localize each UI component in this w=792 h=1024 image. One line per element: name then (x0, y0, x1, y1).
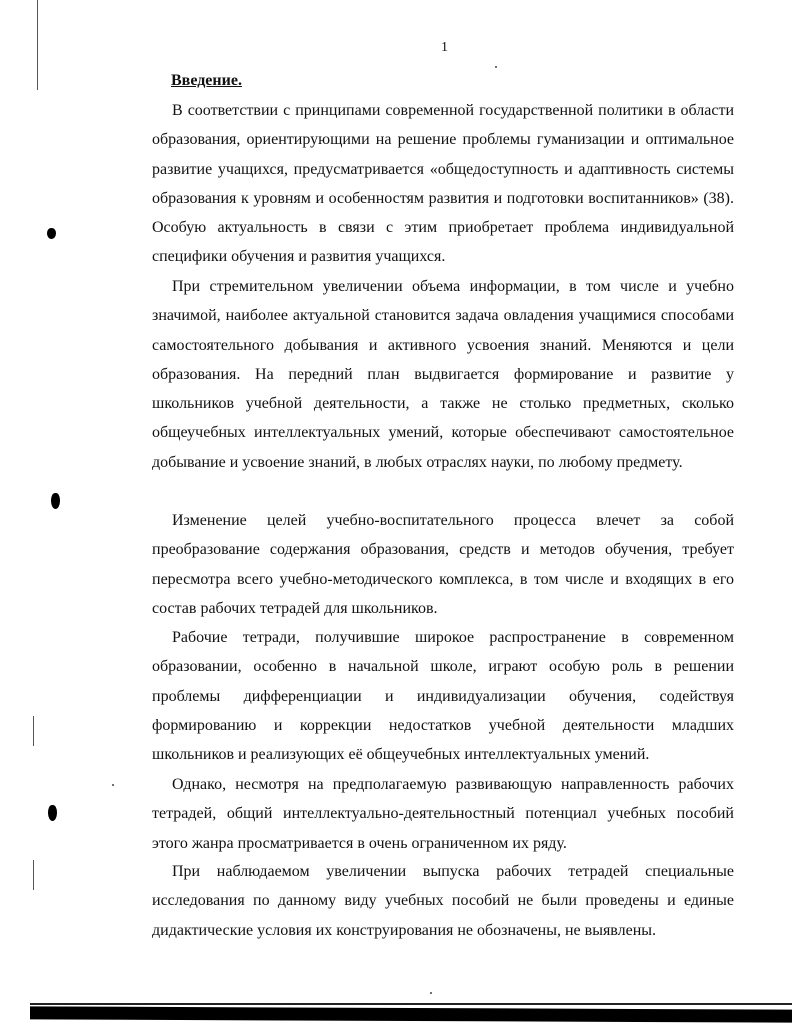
section-heading: Введение. (171, 72, 242, 89)
paragraph-1: В соответствии с принципами современной государственной политики в области образования, ориентирующими на решение проблемы гуманизации и оптимальное развитие учащихся, предусматривается «общедоступность и адаптивность системы образования к уровням и особенностям развития и подготовки воспитанников» (38). Особую актуальность в связи с этим приобретает проблема индивидуальной специфики обучения и развития учащихся. (152, 102, 734, 266)
scan-edge-line-lower (33, 860, 34, 890)
scan-speck (430, 992, 432, 994)
scan-bottom-edge-bar (30, 1006, 792, 1022)
scan-edge-line-middle (33, 716, 34, 746)
paragraph-6: При наблюдаемом увеличении выпуска рабочих тетрадей специальные исследования по данному виду учебных пособий не были проведены и единые дидактические условия их конструирования не обозначены, не выявлены. (152, 863, 734, 939)
paragraph-4: Рабочие тетради, получившие широкое распространение в современном образовании, особенно в начальной школе, играют особую роль в решении проблемы дифференциации и индивидуализации обучения, содействуя формированию и коррекции недостатков учебной деятельности младших школьников и реализующих её общеучебных интеллектуальных умений. (152, 629, 734, 764)
scan-edge-line-top (37, 0, 38, 90)
scan-speck (495, 66, 497, 68)
punch-hole-mark-1 (47, 228, 56, 239)
scan-bottom-edge-line (30, 1003, 792, 1005)
punch-hole-mark-2 (51, 493, 60, 509)
scan-speck (112, 784, 114, 786)
page-number: 1 (441, 40, 448, 55)
paragraph-2: При стремительном увеличении объема информации, в том числе и учебно значимой, наиболее актуальной становится задача овладения учащимися способами самостоятельного добывания и активного усвоения знаний. Меняются и цели образования. На передний план выдвигается формирование и развитие у школьников учебной деятельности, а также не столько предметных, сколько общеучебных интеллектуальных умений, которые обеспечивают самостоятельное добывание и усвоение знаний, в любых отраслях науки, по любому предмету. (152, 278, 734, 471)
paragraph-5: Однако, несмотря на предполагаемую развивающую направленность рабочих тетрадей, общий интеллектуально-деятельностный потенциал учебных пособий этого жанра просматривается в очень ограниченном их ряду. (152, 776, 734, 852)
paragraph-3: Изменение целей учебно-воспитательного процесса влечет за собой преобразование содержания образования, средств и методов обучения, требует пересмотра всего учебно-методического комплекса, в том числе и входящих в его состав рабочих тетрадей для школьников. (152, 512, 734, 617)
punch-hole-mark-3 (48, 805, 57, 821)
